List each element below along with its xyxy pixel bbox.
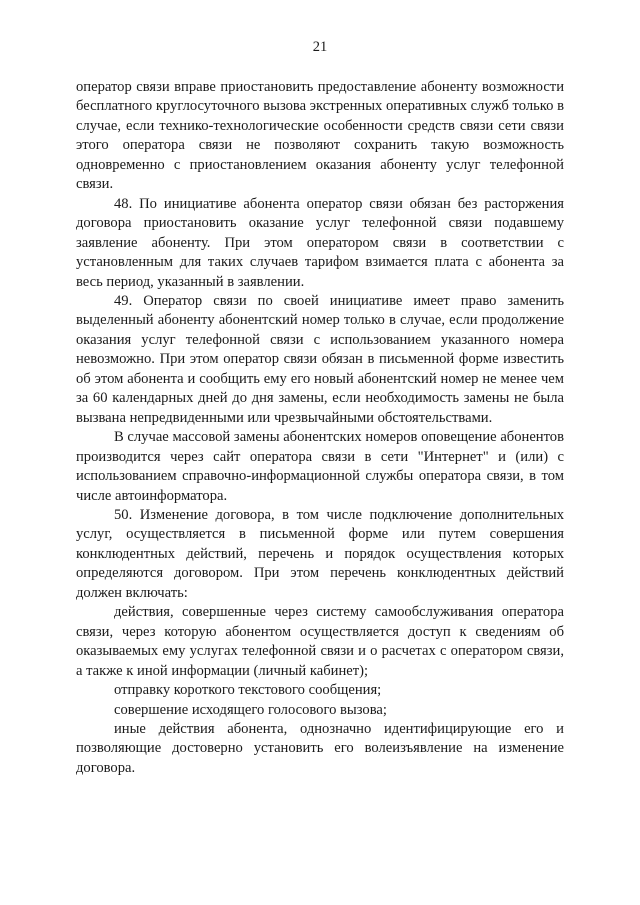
document-body <box>76 78 564 778</box>
paragraph-48: 48. По инициативе абонента оператор связи обязан без расторжения договора приостановить оказание услуг телефонной связи подавшему заявление абоненту. При этом оператором связи в соответствии с установленным для таких случаев тарифом взимается плата с абонента за весь период, указанный в заявлении. <box>76 195 564 290</box>
paragraph-49: 49. Оператор связи по своей инициативе имеет право заменить выделенный абоненту абонентский номер только в случае, если продолжение оказания услуг телефонной связи с использованием указанного номера невозможно. При этом оператор связи обязан в письменной форме известить об этом абонента и сообщить ему его новый абонентский номер не менее чем за 60 календарных дней до дня замены, если необходимость замены не была вызвана непредвиденными или чрезвычайными обстоятельствами. <box>76 292 564 426</box>
paragraph-mass-replacement: В случае массовой замены абонентских номеров оповещение абонентов производится через сайт оператора связи в сети "Интернет" и (или) с использованием справочно-информационной службы оператора связи, в том числе автоинформатора. <box>76 429 564 504</box>
page-number: 21 <box>312 39 328 55</box>
list-item-self-service: действия, совершенные через систему самообслуживания оператора связи, через которую абонентом осуществляется доступ к сведениям об оказываемых ему услугах телефонной связи и о расчетах с оператором связи, а также к иной информации (личный кабинет); <box>76 604 564 679</box>
list-item-sms: отправку короткого текстового сообщения; <box>114 682 382 699</box>
list-item-voice-call: совершение исходящего голосового вызова; <box>114 701 387 718</box>
paragraph-50: 50. Изменение договора, в том числе подключение дополнительных услуг, осуществляется в письменной форме или путем совершения конклюдентных действий, перечень и порядок осуществления которых определяются договором. При этом перечень конклюдентных действий должен включать: <box>76 506 564 601</box>
paragraph-continuation: оператор связи вправе приостановить предоставление абоненту возможности бесплатного круглосуточного вызова экстренных оперативных служб только в случае, если технико-технологические особенности средств связи сети связи этого оператора связи не позволяют сохранить такую возможность одновременно с приостановлением оказания абоненту услуг телефонной связи. <box>76 79 564 193</box>
list-item-other-actions: иные действия абонента, однозначно идентифицирующие его и позволяющие достоверно установить его волеизъявление на изменение договора. <box>76 720 564 776</box>
